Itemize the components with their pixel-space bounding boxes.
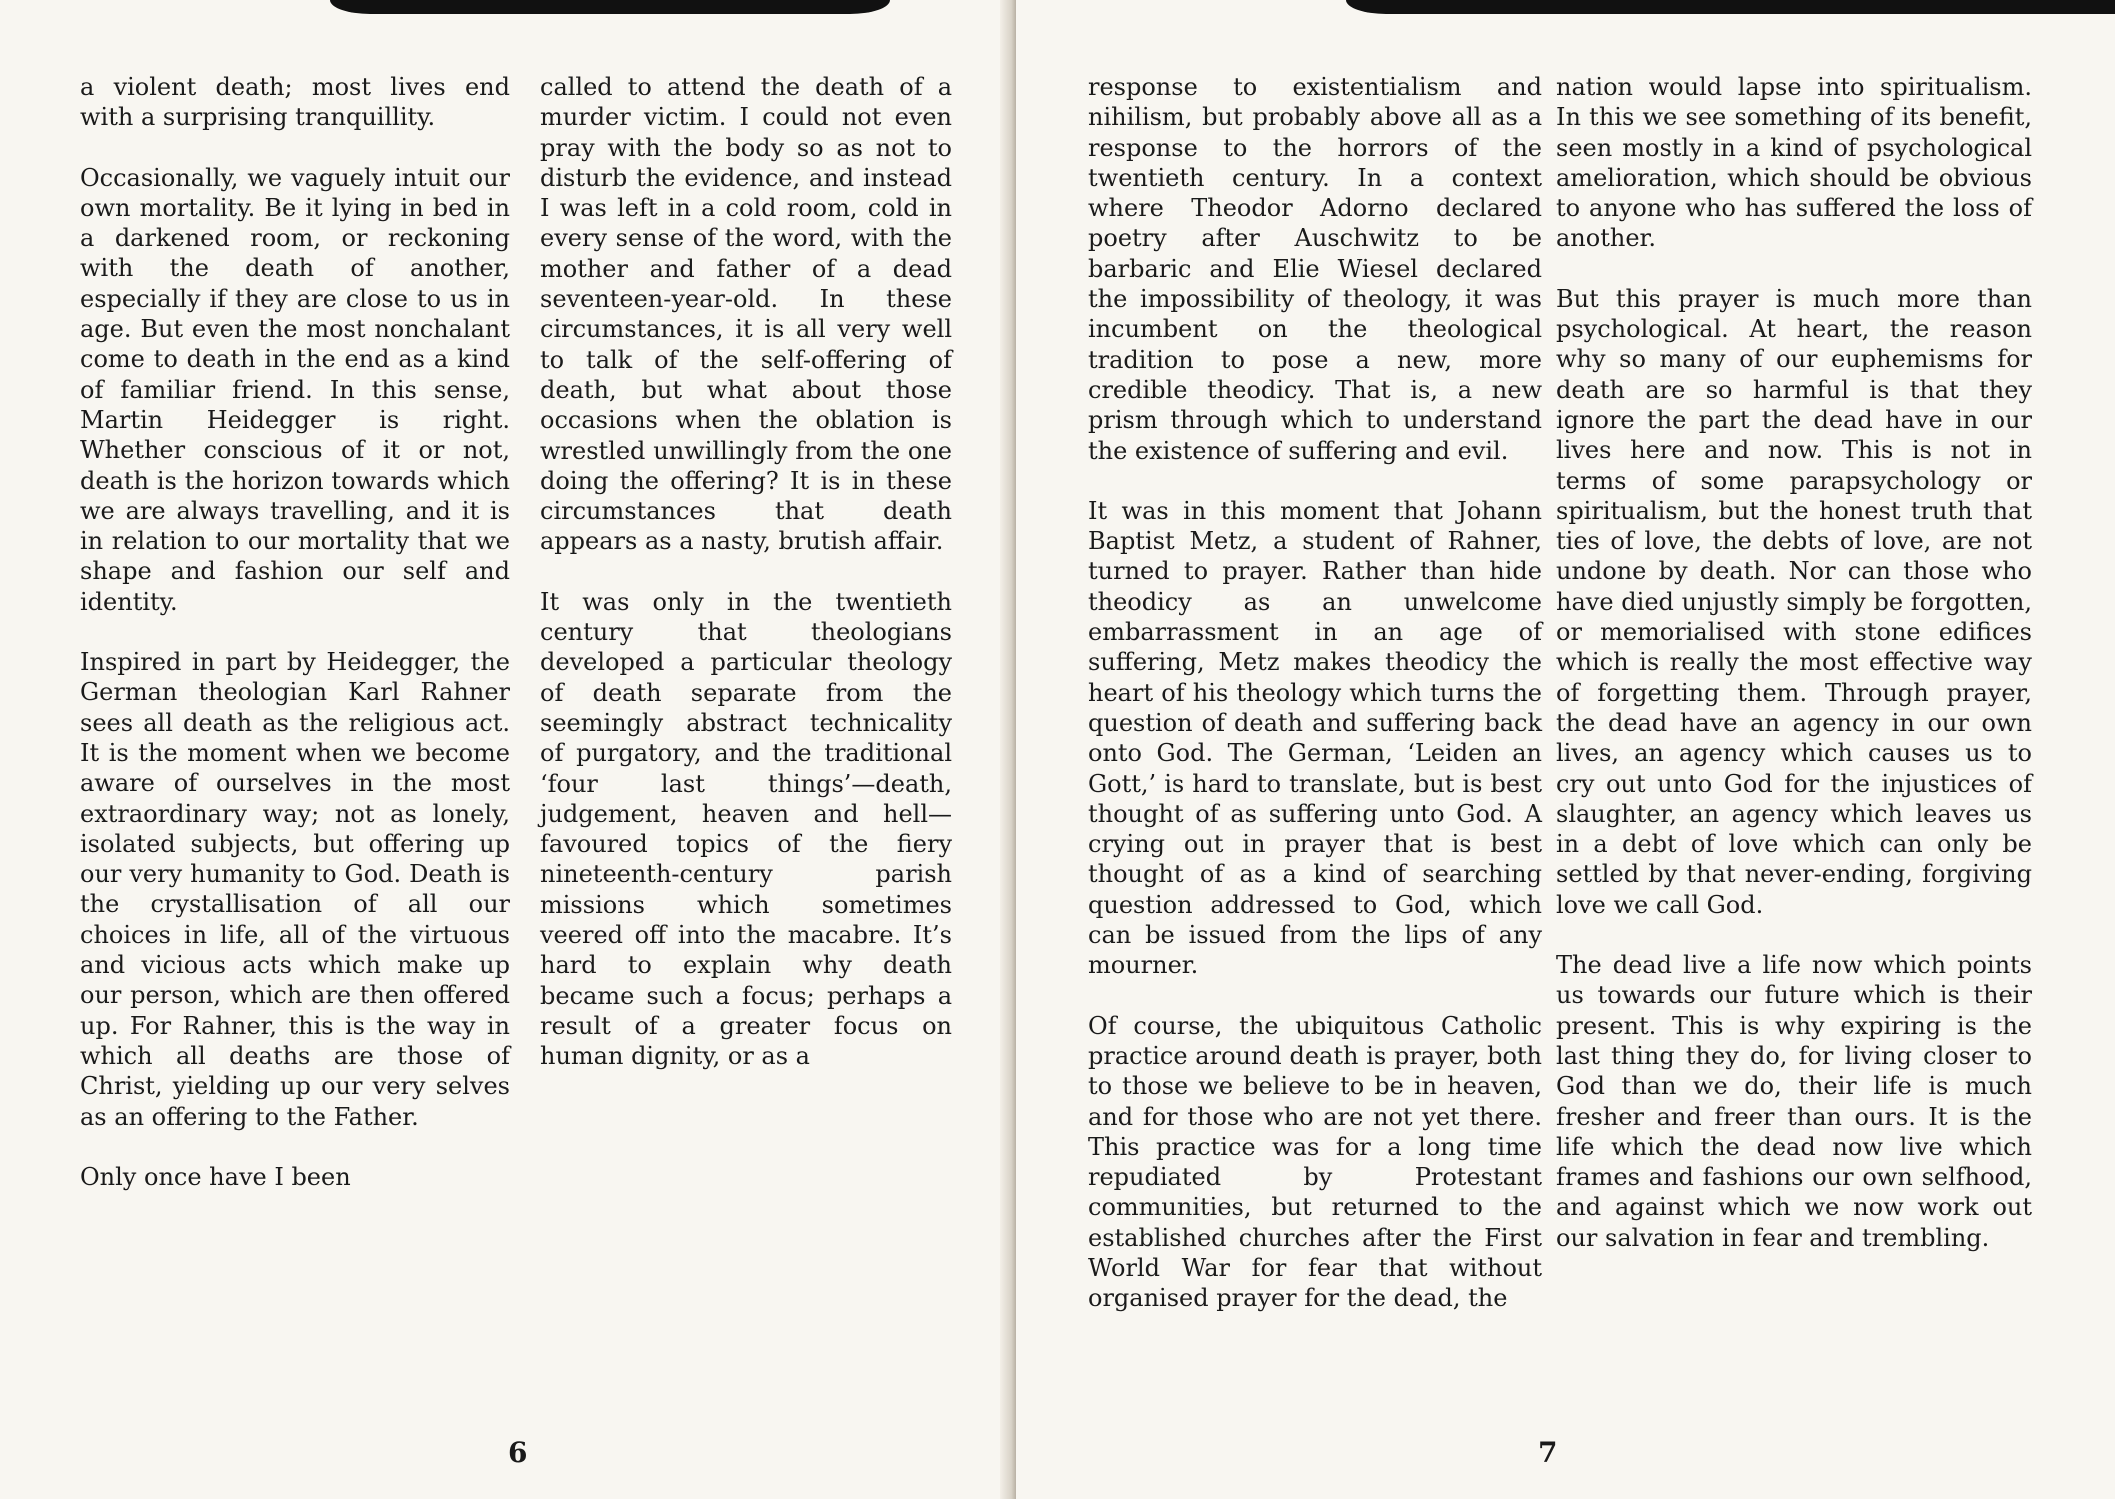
page-number: 7 <box>1538 1436 1558 1469</box>
left-page <box>0 0 1010 1499</box>
top-edge-shadow <box>1346 0 2115 14</box>
paragraph: It was in this moment that Johann Baptist Metz, a student of Rahner, turned to prayer. Rather than hide theodicy as an unwelcome embarrassment in an age of suffering, Metz makes theodicy the heart of his theology which turns the question of death and suffering back onto God. The German, ‘Leiden an Gott,’ is hard to translate, but is best thought of as suffering unto God. A crying out in prayer that is best thought of as a kind of searching question addressed to God, which can be issued from the lips of any mourner. <box>1088 496 1542 980</box>
paragraph: a violent death; most lives end with a surprising tranquillity. <box>80 73 510 132</box>
right-page <box>1016 0 2115 1499</box>
paragraph: It was only in the twentieth century that theologians developed a particular theology of death separate from the seemingly abstract technicality of purgatory, and the traditional ‘four last things’—death, judgement, heaven and hell—favoured topics of the fiery nineteenth-century parish missions which sometimes veered off into the macabre. It’s hard to explain why death became such a focus; perhaps a result of a greater focus on human dignity, or as a <box>540 587 952 1071</box>
paragraph: Inspired in part by Heidegger, the German theologian Karl Rahner sees all death as the religious act. It is the moment when we become aware of ourselves in the most extraordinary way; not as lonely, isolated subjects, but offering up our very humanity to God. Death is the crystallisation of all our choices in life, all of the virtuous and vicious acts which make up our person, which are then offered up. For Rahner, this is the way in which all deaths are those of Christ, yielding up our very selves as an offering to the Father. <box>80 648 510 1131</box>
paragraph: Occasionally, we vaguely intuit our own mortality. Be it lying in bed in a darkened room, or reckoning with the death of another, especially if they are close to us in age. But even the most nonchalant come to death in the end as a kind of familiar friend. In this sense, Martin Heidegger is right. Whether conscious of it or not, death is the horizon towards which we are always travelling, and it is in relation to our mortality that we shape and fashion our self and identity. <box>80 163 510 616</box>
paragraph: response to existentialism and nihilism, but probably above all as a response to the horrors of the twentieth century. In a context where Theodor Adorno declared poetry after Auschwitz to be barbaric and Elie Wiesel declared the impossibility of theology, it was incumbent on the theological tradition to pose a new, more credible theodicy. That is, a new prism through which to understand the existence of suffering and evil. <box>1088 73 1542 465</box>
paragraph: Of course, the ubiquitous Catholic practice around death is prayer, both to those we believe to be in heaven, and for those who are not yet there. This practice was for a long time repudiated by Protestant communities, but returned to the established churches after the First World War for fear that without organised prayer for the dead, the <box>1088 1011 1542 1313</box>
left-page-column-1 <box>80 72 510 1192</box>
top-edge-shadow <box>330 0 890 14</box>
right-page-column-2 <box>1556 72 2032 1253</box>
paragraph: nation would lapse into spiritualism. In this we see something of its benefit, seen mostly in a kind of psychological amelioration, which should be obvious to anyone who has suffered the loss of another. <box>1556 73 2032 253</box>
paragraph: But this prayer is much more than psychological. At heart, the reason why so many of our euphemisms for death are so harmful is that they ignore the part the dead have in our lives here and now. This is not in terms of some parapsychology or spiritualism, but the honest truth that ties of love, the debts of love, are not undone by death. Nor can those who have died unjustly simply be forgotten, or memorialised with stone edifices which is really the most effective way of forgetting them. Through prayer, the dead have an agency in our own lives, an agency which causes us to cry out unto God for the injustices of slaughter, an agency which leaves us in a debt of love which can only be settled by that never-ending, forgiving love we call God. <box>1556 284 2032 919</box>
paragraph: The dead live a life now which points us towards our future which is their present. This is why expiring is the last thing they do, for living closer to God than we do, their life is much fresher and freer than ours. It is the life which the dead now live which frames and fashions our own selfhood, and against which we now work out our salvation in fear and trembling. <box>1556 951 2032 1252</box>
paragraph: called to attend the death of a murder victim. I could not even pray with the body so as not to disturb the evidence, and instead I was left in a cold room, cold in every sense of the word, with the mother and father of a dead seventeen-year-old. In these circumstances, it is all very well to talk of the self-offering of death, but what about those occasions when the oblation is wrestled unwillingly from the one doing the offering? It is in these circumstances that death appears as a nasty, brutish affair. <box>540 73 952 556</box>
left-page-column-2 <box>540 72 952 1072</box>
paragraph: Only once have I been <box>80 1162 351 1191</box>
page-number: 6 <box>508 1436 528 1469</box>
right-page-column-1 <box>1088 72 1542 1314</box>
